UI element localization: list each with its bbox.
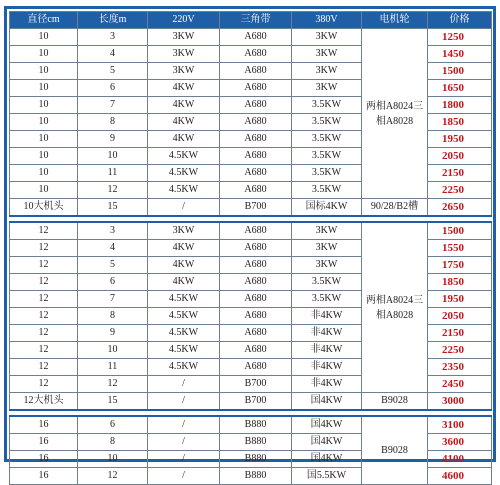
diameter-cell: 10 [10, 114, 78, 131]
price-cell: 1800 [428, 97, 492, 114]
diameter-cell: 10 [10, 80, 78, 97]
v220-cell: 4.5KW [148, 359, 220, 376]
belt-cell: A680 [220, 131, 292, 148]
price-cell: 1950 [428, 131, 492, 148]
v220-cell: 4.5KW [148, 342, 220, 359]
motor-wheel-text: 两相A8024三相A8028 [365, 100, 424, 127]
v380-cell: 3.5KW [292, 182, 362, 199]
header-220v: 220V [148, 12, 220, 29]
v220-cell: / [148, 376, 220, 393]
length-cell: 11 [78, 359, 148, 376]
v380-cell: 3KW [292, 29, 362, 46]
length-cell: 8 [78, 114, 148, 131]
length-cell: 7 [78, 291, 148, 308]
v220-cell: / [148, 199, 220, 217]
v220-cell: 4KW [148, 240, 220, 257]
price-cell: 2650 [428, 199, 492, 217]
length-cell: 7 [78, 97, 148, 114]
header-row [10, 12, 492, 29]
header-price: 价格 [428, 12, 492, 29]
belt-cell: A680 [220, 274, 292, 291]
v380-cell: 3.5KW [292, 274, 362, 291]
belt-cell: A680 [220, 46, 292, 63]
belt-cell: A680 [220, 342, 292, 359]
length-cell: 4 [78, 240, 148, 257]
diameter-cell: 10 [10, 29, 78, 46]
belt-cell: A680 [220, 114, 292, 131]
belt-cell: A680 [220, 291, 292, 308]
table-row-large-head [10, 393, 492, 411]
length-cell: 12 [78, 468, 148, 485]
price-cell: 3600 [428, 434, 492, 451]
price-cell: 1750 [428, 257, 492, 274]
length-cell: 9 [78, 131, 148, 148]
header-380v: 380V [292, 12, 362, 29]
header-diameter: 直径cm [10, 12, 78, 29]
v220-cell: 4.5KW [148, 325, 220, 342]
v220-cell: 4KW [148, 131, 220, 148]
v380-cell: 非4KW [292, 376, 362, 393]
diameter-cell: 10 [10, 46, 78, 63]
v220-cell: 3KW [148, 222, 220, 240]
diameter-cell: 12 [10, 240, 78, 257]
v380-cell: 3.5KW [292, 97, 362, 114]
price-cell: 1500 [428, 63, 492, 80]
diameter-cell: 10 [10, 63, 78, 80]
price-cell: 2250 [428, 342, 492, 359]
diameter-cell: 12 [10, 325, 78, 342]
v380-cell: 3KW [292, 240, 362, 257]
motor-wheel-text: B9028 [381, 445, 408, 456]
belt-cell: A680 [220, 359, 292, 376]
belt-cell: A680 [220, 240, 292, 257]
length-cell: 8 [78, 434, 148, 451]
length-cell: 4 [78, 46, 148, 63]
belt-cell: B880 [220, 416, 292, 434]
price-table [9, 11, 492, 485]
price-cell: 1650 [428, 80, 492, 97]
diameter-cell: 12 [10, 359, 78, 376]
v220-cell: / [148, 416, 220, 434]
belt-cell: B880 [220, 451, 292, 468]
header-belt: 三角带 [220, 12, 292, 29]
v380-cell: 非4KW [292, 342, 362, 359]
belt-cell: A680 [220, 222, 292, 240]
price-cell: 2350 [428, 359, 492, 376]
motor-wheel-cell: 90/28/B2槽 [362, 199, 428, 217]
motor-wheel-cell [362, 416, 428, 485]
v220-cell: 4.5KW [148, 308, 220, 325]
v380-cell: 3.5KW [292, 165, 362, 182]
length-cell: 10 [78, 451, 148, 468]
belt-cell: A680 [220, 257, 292, 274]
v220-cell: 3KW [148, 29, 220, 46]
v380-cell: 国4KW [292, 416, 362, 434]
length-cell: 12 [78, 376, 148, 393]
v220-cell: 4.5KW [148, 165, 220, 182]
v380-cell: 国标4KW [292, 199, 362, 217]
length-cell: 6 [78, 274, 148, 291]
diameter-cell: 12大机头 [10, 393, 78, 411]
diameter-cell: 12 [10, 376, 78, 393]
diameter-cell: 12 [10, 291, 78, 308]
v380-cell: 3KW [292, 63, 362, 80]
length-cell: 10 [78, 148, 148, 165]
price-cell: 2250 [428, 182, 492, 199]
v220-cell: 4KW [148, 114, 220, 131]
price-cell: 4600 [428, 468, 492, 485]
diameter-cell: 16 [10, 468, 78, 485]
table-row [10, 222, 492, 240]
length-cell: 9 [78, 325, 148, 342]
price-cell: 1850 [428, 274, 492, 291]
price-cell: 4100 [428, 451, 492, 468]
belt-cell: A680 [220, 29, 292, 46]
v380-cell: 3.5KW [292, 148, 362, 165]
v380-cell: 非4KW [292, 325, 362, 342]
length-cell: 10 [78, 342, 148, 359]
price-cell: 1250 [428, 29, 492, 46]
belt-cell: A680 [220, 80, 292, 97]
diameter-cell: 16 [10, 416, 78, 434]
diameter-cell: 12 [10, 257, 78, 274]
v220-cell: 4KW [148, 80, 220, 97]
length-cell: 6 [78, 416, 148, 434]
price-cell: 2150 [428, 325, 492, 342]
length-cell: 3 [78, 29, 148, 46]
length-cell: 8 [78, 308, 148, 325]
diameter-cell: 12 [10, 274, 78, 291]
belt-cell: A680 [220, 165, 292, 182]
price-cell: 2050 [428, 308, 492, 325]
length-cell: 12 [78, 182, 148, 199]
v220-cell: / [148, 451, 220, 468]
motor-wheel-text: 两相A8024三相A8028 [365, 294, 424, 321]
price-cell: 1500 [428, 222, 492, 240]
belt-cell: A680 [220, 182, 292, 199]
price-cell: 2450 [428, 376, 492, 393]
v380-cell: 国4KW [292, 451, 362, 468]
motor-wheel-cell: B9028 [362, 393, 428, 411]
v380-cell: 3.5KW [292, 291, 362, 308]
v220-cell: 4.5KW [148, 148, 220, 165]
price-cell: 1550 [428, 240, 492, 257]
diameter-cell: 10 [10, 131, 78, 148]
length-cell: 5 [78, 63, 148, 80]
motor-wheel-cell [362, 29, 428, 199]
v220-cell: / [148, 393, 220, 411]
belt-cell: A680 [220, 97, 292, 114]
v380-cell: 3KW [292, 257, 362, 274]
diameter-cell: 16 [10, 434, 78, 451]
length-cell: 3 [78, 222, 148, 240]
v380-cell: 3KW [292, 46, 362, 63]
price-cell: 2150 [428, 165, 492, 182]
diameter-cell: 10 [10, 97, 78, 114]
v220-cell: 4KW [148, 274, 220, 291]
belt-cell: A680 [220, 325, 292, 342]
belt-cell: B700 [220, 199, 292, 217]
diameter-cell: 16 [10, 451, 78, 468]
price-cell: 3100 [428, 416, 492, 434]
belt-cell: B880 [220, 434, 292, 451]
v380-cell: 非4KW [292, 359, 362, 376]
belt-cell: B700 [220, 393, 292, 411]
v380-cell: 国4KW [292, 393, 362, 411]
diameter-cell: 10 [10, 165, 78, 182]
belt-cell: B700 [220, 376, 292, 393]
v380-cell: 国4KW [292, 434, 362, 451]
belt-cell: B880 [220, 468, 292, 485]
price-cell: 2050 [428, 148, 492, 165]
length-cell: 15 [78, 393, 148, 411]
price-cell: 3000 [428, 393, 492, 411]
v220-cell: 3KW [148, 63, 220, 80]
v380-cell: 3KW [292, 80, 362, 97]
length-cell: 5 [78, 257, 148, 274]
v220-cell: 4.5KW [148, 182, 220, 199]
diameter-cell: 12 [10, 222, 78, 240]
belt-cell: A680 [220, 63, 292, 80]
diameter-cell: 12 [10, 342, 78, 359]
table-row-large-head [10, 199, 492, 217]
length-cell: 6 [78, 80, 148, 97]
length-cell: 11 [78, 165, 148, 182]
v380-cell: 3KW [292, 222, 362, 240]
v220-cell: / [148, 468, 220, 485]
v220-cell: 4KW [148, 257, 220, 274]
length-cell: 15 [78, 199, 148, 217]
diameter-cell: 10 [10, 182, 78, 199]
price-cell: 1950 [428, 291, 492, 308]
price-cell: 1450 [428, 46, 492, 63]
v380-cell: 非4KW [292, 308, 362, 325]
table-row [10, 416, 492, 434]
table-row [10, 29, 492, 46]
header-motor-wheel: 电机轮 [362, 12, 428, 29]
v220-cell: 4KW [148, 97, 220, 114]
price-cell: 1850 [428, 114, 492, 131]
belt-cell: A680 [220, 148, 292, 165]
v220-cell: 3KW [148, 46, 220, 63]
v220-cell: / [148, 434, 220, 451]
motor-wheel-cell [362, 222, 428, 393]
header-length: 长度m [78, 12, 148, 29]
price-table-frame [4, 6, 496, 482]
v220-cell: 4.5KW [148, 291, 220, 308]
table-body [10, 29, 492, 485]
v380-cell: 3.5KW [292, 131, 362, 148]
diameter-cell: 10大机头 [10, 199, 78, 217]
v380-cell: 3.5KW [292, 114, 362, 131]
diameter-cell: 10 [10, 148, 78, 165]
diameter-cell: 12 [10, 308, 78, 325]
v380-cell: 国5.5KW [292, 468, 362, 485]
belt-cell: A680 [220, 308, 292, 325]
